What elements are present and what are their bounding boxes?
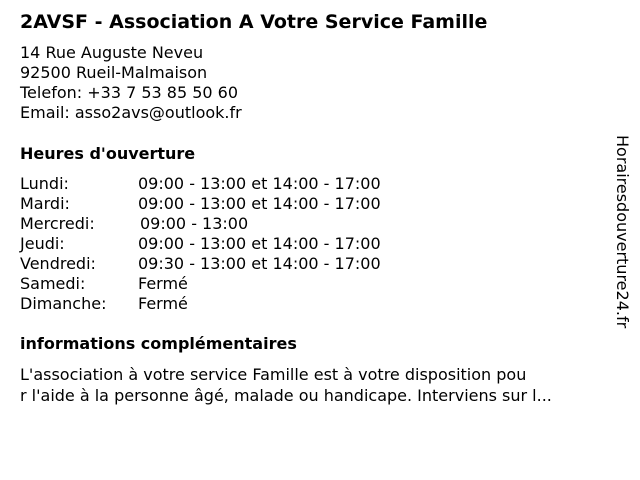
info-line: r l'aide à la personne âgé, malade ou handicape. Interviens sur l...	[20, 386, 552, 405]
hours-row-wednesday	[20, 214, 440, 234]
hours-row-monday	[20, 174, 440, 194]
hours-row-tuesday	[20, 194, 440, 214]
hours-heading: Heures d'ouverture	[20, 144, 196, 163]
hours-row-sunday	[20, 294, 440, 314]
time-value: 09:00 - 13:00	[140, 214, 249, 233]
info-heading: informations complémentaires	[20, 334, 297, 353]
day-label: Mercredi:	[20, 214, 95, 233]
day-label: Dimanche:	[20, 294, 107, 313]
contact-address	[20, 43, 242, 123]
city-text: 92500 Rueil-Malmaison	[20, 63, 208, 82]
time-value: Fermé	[138, 294, 188, 313]
info-line: L'association à votre service Famille est à votre disposition pou	[20, 365, 527, 384]
hours-row-thursday	[20, 234, 440, 254]
time-value: 09:00 - 13:00 et 14:00 - 17:00	[138, 174, 381, 193]
info-description	[20, 364, 600, 406]
hours-row-friday	[20, 254, 440, 274]
street-text: 14 Rue Auguste Neveu	[20, 43, 204, 62]
day-label: Samedi:	[20, 274, 86, 293]
page-title: 2AVSF - Association A Votre Service Famille	[20, 11, 488, 33]
time-value: 09:00 - 13:00 et 14:00 - 17:00	[138, 234, 381, 253]
time-value: 09:00 - 13:00 et 14:00 - 17:00	[138, 194, 381, 213]
hours-row-saturday	[20, 274, 440, 294]
day-label: Jeudi:	[20, 234, 65, 253]
phone-text: Telefon: +33 7 53 85 50 60	[20, 83, 239, 102]
time-value: Fermé	[138, 274, 188, 293]
site-brand-watermark: Horairesdouverture24.fr	[613, 135, 632, 329]
email-text: Email: asso2avs@outlook.fr	[20, 103, 242, 122]
time-value: 09:30 - 13:00 et 14:00 - 17:00	[138, 254, 381, 273]
opening-hours-table	[20, 174, 440, 314]
day-label: Mardi:	[20, 194, 70, 213]
day-label: Lundi:	[20, 174, 69, 193]
day-label: Vendredi:	[20, 254, 96, 273]
